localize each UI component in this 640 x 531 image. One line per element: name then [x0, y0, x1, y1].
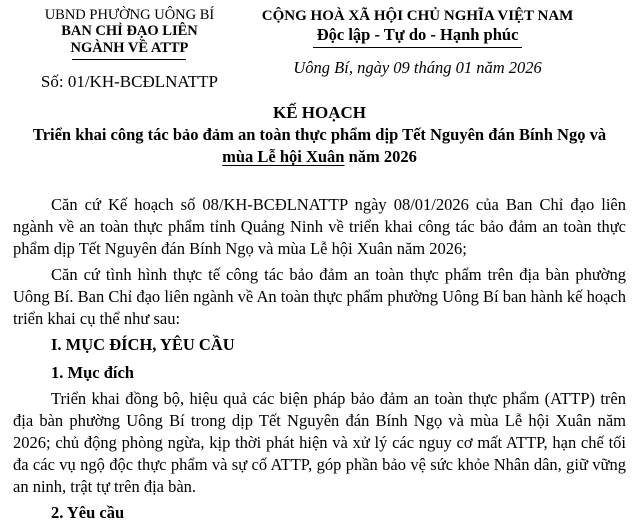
document-body — [13, 194, 626, 524]
document-number: Số: 01/KH-BCĐLNATTP — [40, 72, 219, 91]
national-motto: Độc lập - Tự do - Hạnh phúc — [313, 25, 523, 48]
subsection-1-heading: 1. Mục đích — [51, 363, 134, 382]
document-type-title: KẾ HOẠCH — [272, 103, 367, 122]
place-and-date: Uông Bí, ngày 09 tháng 01 năm 2026 — [293, 58, 542, 77]
national-title: CỘNG HOÀ XÃ HỘI CHỦ NGHĨA VIỆT NAM — [261, 8, 574, 24]
national-header-block — [246, 7, 589, 79]
subject-text-underlined: mùa Lễ hội Xuân — [222, 147, 345, 166]
national-motto-row — [246, 25, 589, 48]
subsection-2-heading: 2. Yêu cầu — [51, 503, 125, 522]
issuing-agency-block — [13, 7, 246, 93]
subject-text-part1: Triển khai công tác bảo đảm an toàn thực phẩm dịp Tết Nguyên đán Bính Ngọ và — [32, 125, 607, 144]
issuing-agency-name: BAN CHỈ ĐẠO LIÊN NGÀNH VỀ ATTP — [61, 23, 198, 56]
title-block — [13, 102, 626, 168]
section-1-heading: I. MỤC ĐÍCH, YÊU CẦU — [51, 335, 235, 354]
purpose-paragraph: Triển khai đồng bộ, hiệu quả các biện pháp bảo đảm an toàn thực phẩm (ATTP) trên địa bàn phường Uông Bí trong dịp Tết Nguyên đán Bính Ngọ và mùa Lễ hội Xuân năm 2026; chủ động phòng ngừa, kịp thời phát hiện và xử lý các nguy cơ mất ATTP, hạn chế tối đa các vụ ngộ độc thực phẩm và sự cố ATTP, góp phần bảo vệ sức khỏe Nhân dân, giữ vững an ninh, trật tự trên địa bàn. — [13, 389, 626, 496]
subject-text-part2: năm 2026 — [344, 147, 417, 166]
agency-underline-rule — [72, 59, 186, 60]
parent-agency-name: UBND PHƯỜNG UÔNG BÍ — [44, 7, 215, 23]
legal-basis-paragraph-2: Căn cứ tình hình thực tế công tác bảo đảm an toàn thực phẩm trên địa bàn phường Uông Bí. Ban Chỉ đạo liên ngành về An toàn thực phẩm phường Uông Bí ban hành kế hoạch triển khai cụ thể như sau: — [13, 265, 626, 328]
legal-basis-paragraph-1: Căn cứ Kế hoạch số 08/KH-BCĐLNATTP ngày 08/01/2026 của Ban Chỉ đạo liên ngành về an toàn thực phẩm tỉnh Quảng Ninh về triển khai công tác bảo đảm an toàn thực phẩm dịp Tết Nguyên đán Bính Ngọ và mùa Lễ hội Xuân năm 2026; — [13, 195, 626, 258]
document-subject-title — [31, 124, 609, 168]
document-header — [13, 7, 626, 93]
